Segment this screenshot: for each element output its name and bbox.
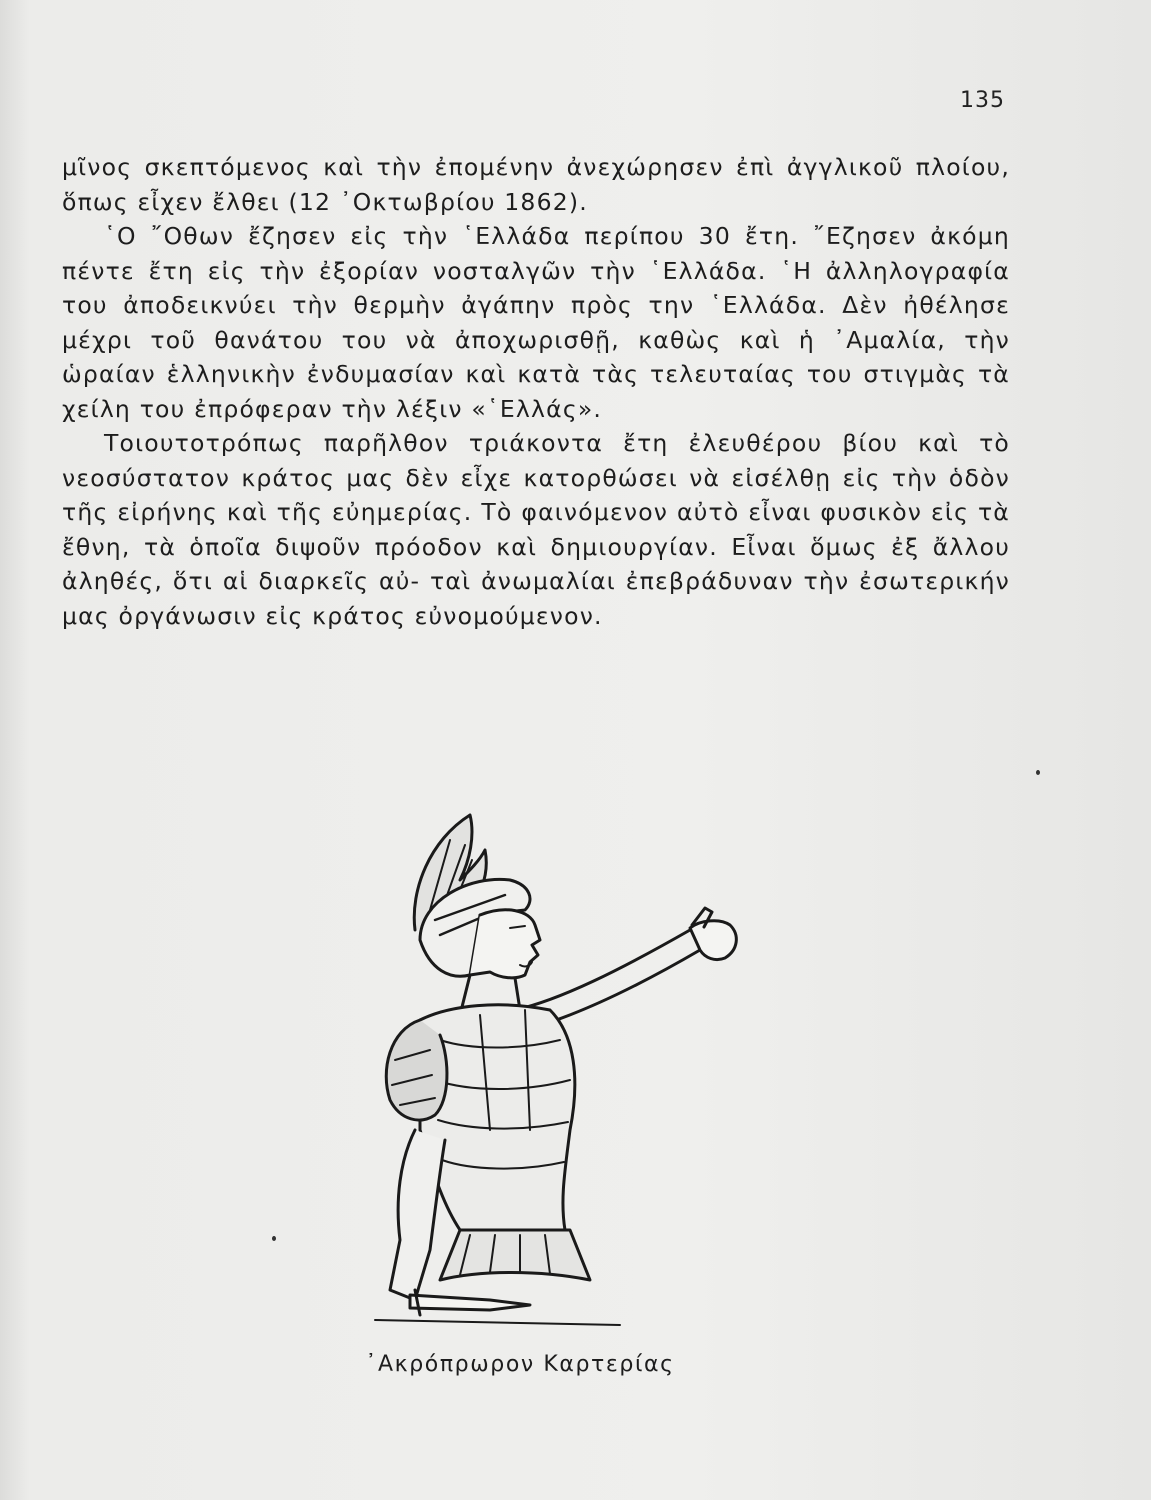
figurehead-illustration [320, 800, 780, 1340]
ink-speck [272, 1236, 276, 1241]
paragraph-2: ῾Ο ῎Οθων ἔζησεν εἰς τὴν ῾Ελλάδα περίπου 30 ἔτη. ῎Εζησεν ἀκόμη πέντε ἔτη εἰς τὴν ἐξορίαν νοσταλγῶν τὴν ῾Ελλάδα. ῾Η ἀλληλογραφία του ἀποδεικνύει τὴν θερμὴν ἀγάπην πρὸς την ῾Ελλάδα. Δὲν ἠθέλησε μέχρι τοῦ θανάτου του νὰ ἀποχωρισθῇ, καθὼς καὶ ἡ ᾿Αμαλία, τὴν ὡραίαν ἑλληνικὴν ἐνδυμασίαν καὶ κατὰ τὰς τελευταίας του στιγμὰς τὰ χείλη του ἐπρόφεραν τὴν λέξιν «῾Ελλάς». [62, 222, 1010, 423]
ink-speck [1036, 770, 1040, 775]
body-text [62, 150, 1010, 633]
paragraph-3: Τοιουτοτρόπως παρῆλθον τριάκοντα ἔτη ἐλευθέρου βίου καὶ τὸ νεοσύστατον κράτος μας δὲν εἶχε κατορθώσει νὰ εἰσέλθῃ εἰς τὴν ὁδὸν τῆς εἰρήνης καὶ τῆς εὐημερίας. Τὸ φαινόμενον αὐτὸ εἶναι φυσικὸν εἰς τὰ ἔθνη, τὰ ὁποῖα διψοῦν πρόοδον καὶ δημιουργίαν. Εἶναι ὅμως ἐξ ἄλλου ἀληθές, ὅτι αἱ διαρκεῖς αὐ- ταὶ ἀνωμαλίαι ἐπεβράδυναν τὴν ἐσωτερικήν μας ὀργάνωσιν εἰς κράτος εὐνομούμενον. [62, 429, 1010, 630]
page-number: 135 [960, 88, 1005, 113]
illustration-caption: ᾿Ακρόπρωρον Καρτερίας [365, 1352, 675, 1377]
figurehead-warrior-icon [320, 800, 780, 1340]
paragraph-1: μῖνος σκεπτόμενος καὶ τὴν ἐπομένην ἀνεχώρησεν ἐπὶ ἀγγλικοῦ πλοίου, ὅπως εἶχεν ἔλθει (12 ᾿Οκτωβρίου 1862). [62, 153, 1010, 216]
